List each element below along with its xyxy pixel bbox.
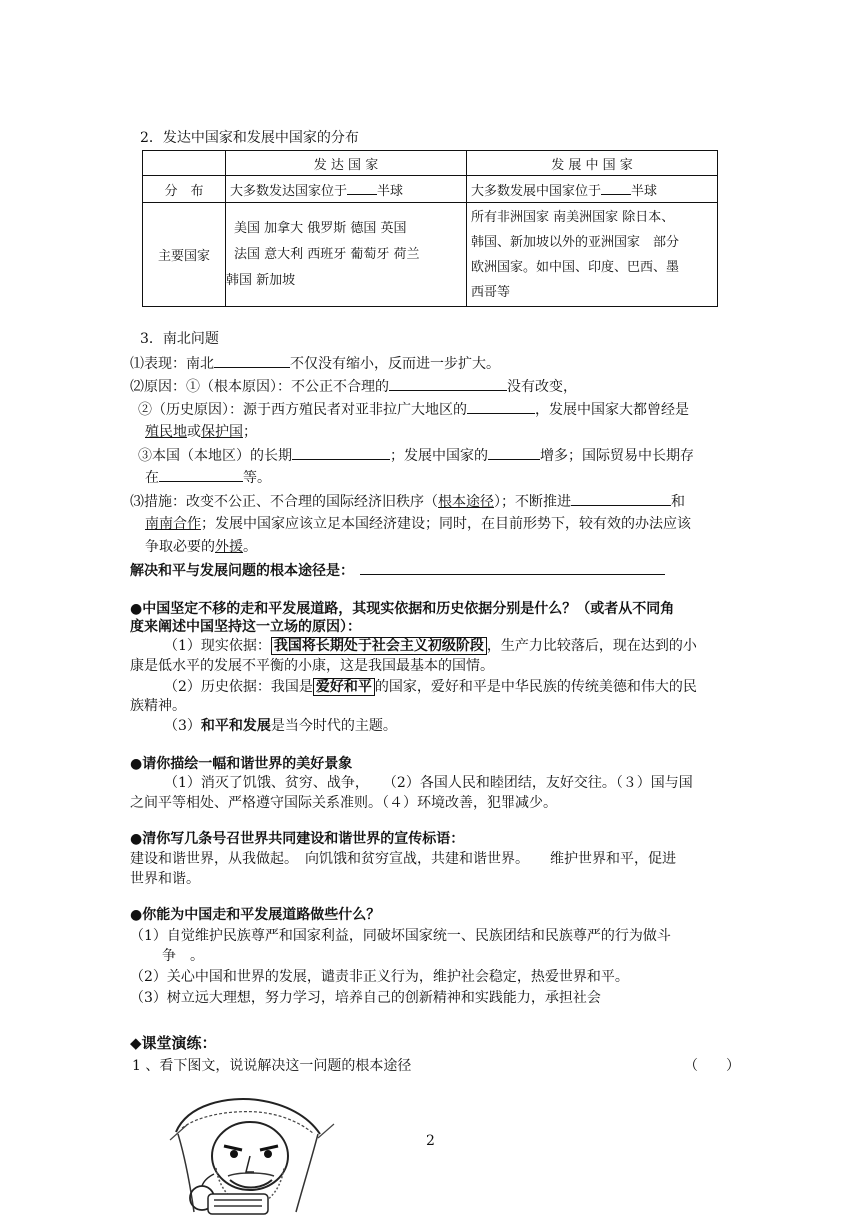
country-line: 欧洲国家。如中国、印度、巴西、墨: [471, 259, 680, 275]
dist-text: 半球: [631, 183, 658, 199]
text: ；发展中国家应该立足本国经济建设；同时，在目前形势下，较有效的办法应该: [201, 516, 691, 532]
dist-text: 大多数发展中国家位于: [471, 183, 602, 199]
blank: [389, 376, 507, 391]
table-corner-cell: [143, 151, 226, 176]
text: （1）现实依据：: [164, 638, 271, 654]
text: 是当今时代的主题。: [270, 718, 397, 734]
cell-developed-countries: [226, 203, 467, 307]
boxed-text: 爱好和平: [313, 678, 375, 696]
blank: [571, 491, 671, 506]
q4-line3: （3）树立远大理想，努力学习，培养自己的创新精神和实践能力，承担社会: [130, 990, 601, 1006]
q2-line2: 之间平等相处、严格遵守国际关系准则。（４）环境改善，犯罪减少。: [130, 795, 557, 811]
blank: [601, 180, 631, 195]
q3-line2: 世界和谐。: [130, 871, 200, 887]
header-developing: 发 展 中 国 家: [467, 151, 718, 176]
text: ⑵原因：①（根本原因）：不公正不合理的: [130, 379, 389, 395]
q2-line1: （1）消灭了饥饿、贫穷、战争， （2）各国人民和睦团结，友好交往。（３）国与国: [164, 775, 693, 791]
blank: [360, 560, 665, 575]
cartoon-illustration: [168, 1094, 338, 1216]
text: 或: [187, 424, 201, 440]
text: （3）: [164, 718, 201, 734]
underlined-text: 南南合作: [145, 516, 201, 532]
dist-text: 半球: [377, 183, 404, 199]
boxed-text: 我国将长期处于社会主义初级阶段: [271, 637, 487, 655]
page-number: 2: [426, 1133, 435, 1149]
sec3-line5: [138, 445, 694, 466]
sec3-line9: [145, 537, 257, 557]
bold-text: 解决和平与发展问题的根本途径是：: [130, 563, 354, 579]
practice-title: ◆课堂演练：: [130, 1034, 217, 1052]
text: （2）历史依据：我国是: [164, 679, 313, 695]
underlined-text: 保护国: [201, 424, 243, 440]
sec3-line1: [130, 353, 500, 374]
text: ⑴表现：南北: [130, 356, 214, 372]
text: ）；不断推进: [494, 494, 571, 510]
text: 等。: [243, 470, 271, 486]
blank: [347, 180, 377, 195]
q1-title-l2: 度来阐述中国坚持这一立场的原因）：: [130, 619, 361, 635]
q4-line2: （2）关心中国和世界的发展，谴责非正义行为，维护社会稳定，热爱世界和平。: [130, 969, 629, 985]
q3-title: ●清你写几条号召世界共同建设和谐世界的宣传标语：: [130, 831, 465, 847]
row-label-countries: 主要国家: [143, 203, 226, 307]
text: ⑶措施：改变不公正、不合理的国际经济旧秩序（: [130, 494, 438, 510]
q2-title: ●请你描绘一幅和谐世界的美好景象: [130, 756, 353, 772]
underlined-text: 外援: [215, 539, 243, 555]
cell-developing-countries: [467, 203, 718, 307]
answer-paren: （ ）: [684, 1058, 740, 1074]
blank: [488, 445, 540, 460]
dist-text: 大多数发达国家位于: [230, 183, 348, 199]
country-line: 法国 意大利 西班牙 葡萄牙 荷兰: [234, 246, 420, 262]
country-line: 西哥等: [471, 284, 511, 300]
sec3-line7: [130, 491, 685, 512]
q1-title-l1: ●中国坚定不移的走和平发展道路，其现实依据和历史依据分别是什么？（或者从不同角: [130, 601, 675, 617]
q1-answer1: [164, 636, 697, 656]
q1-answer3: [164, 716, 397, 736]
text: ②（历史原因）：源于西方殖民者对亚非拉广大地区的: [138, 402, 467, 418]
text: 。: [243, 539, 257, 555]
sec3-line3: [138, 399, 689, 420]
sec3-line10: [130, 560, 665, 581]
sec3-line2: [130, 376, 577, 397]
sec3-line6: [145, 467, 271, 488]
bold-text: 和平和发展: [200, 718, 271, 734]
country-line: 所有非洲国家 南美洲国家 除日本、: [471, 209, 675, 225]
q3-line1: 建设和谐世界，从我做起。 向饥饿和贫穷宣战，共建和谐世界。 维护世界和平，促进: [130, 851, 676, 867]
cell-developed-distribution: [226, 176, 467, 203]
q4-line1-cont: 争 。: [162, 948, 204, 964]
text: 的国家，爱好和平是中华民族的传统美德和伟大的民: [374, 679, 697, 695]
sec3-line4: [145, 422, 257, 442]
q1-answer2: [164, 677, 697, 697]
text: 争取必要的: [145, 539, 215, 555]
section2-title: 2．发达中国家和发展中国家的分布: [140, 130, 359, 146]
underlined-text: 根本途径: [438, 494, 494, 510]
blank: [467, 399, 535, 414]
practice-q1: 1 、看下图文，说说解决这一问题的根本途径: [132, 1058, 412, 1074]
text: 和: [671, 494, 685, 510]
country-line: 韩国 新加坡: [226, 272, 296, 288]
sec3-line8: [145, 514, 691, 534]
blank: [214, 353, 290, 368]
q4-title: ●你能为中国走和平发展道路做些什么？: [130, 907, 381, 923]
country-line: 韩国、新加坡以外的亚洲国家 部分: [471, 234, 680, 250]
text: ，发展中国家大都曾经是: [535, 402, 689, 418]
underlined-text: 殖民地: [145, 424, 187, 440]
q4-line1: （1）自觉维护民族尊严和国家利益，同破坏国家统一、民族团结和民族尊严的行为做斗: [130, 928, 671, 944]
cell-developing-distribution: [467, 176, 718, 203]
q1-answer2-cont: 族精神。: [130, 698, 186, 714]
distribution-table: [142, 150, 718, 307]
text: 不仅没有缩小，反而进一步扩大。: [290, 356, 500, 372]
blank: [292, 445, 390, 460]
text: 增多；国际贸易中长期存: [540, 448, 694, 464]
header-developed: 发 达 国 家: [226, 151, 467, 176]
text: 在: [145, 470, 159, 486]
text: ；发展中国家的: [390, 448, 488, 464]
blank: [159, 467, 243, 482]
section3-title: 3．南北问题: [140, 331, 219, 347]
country-line: 美国 加拿大 俄罗斯 德国 英国: [234, 220, 407, 236]
text: ；: [243, 424, 257, 440]
row-label-distribution: 分 布: [143, 176, 226, 203]
text: 没有改变，: [507, 379, 577, 395]
text: ，生产力比较落后，现在达到的小: [486, 638, 697, 654]
q1-answer1-cont: 康是低水平的发展不平衡的小康，这是我国最基本的国情。: [130, 658, 494, 674]
text: ③本国（本地区）的长期: [138, 448, 292, 464]
